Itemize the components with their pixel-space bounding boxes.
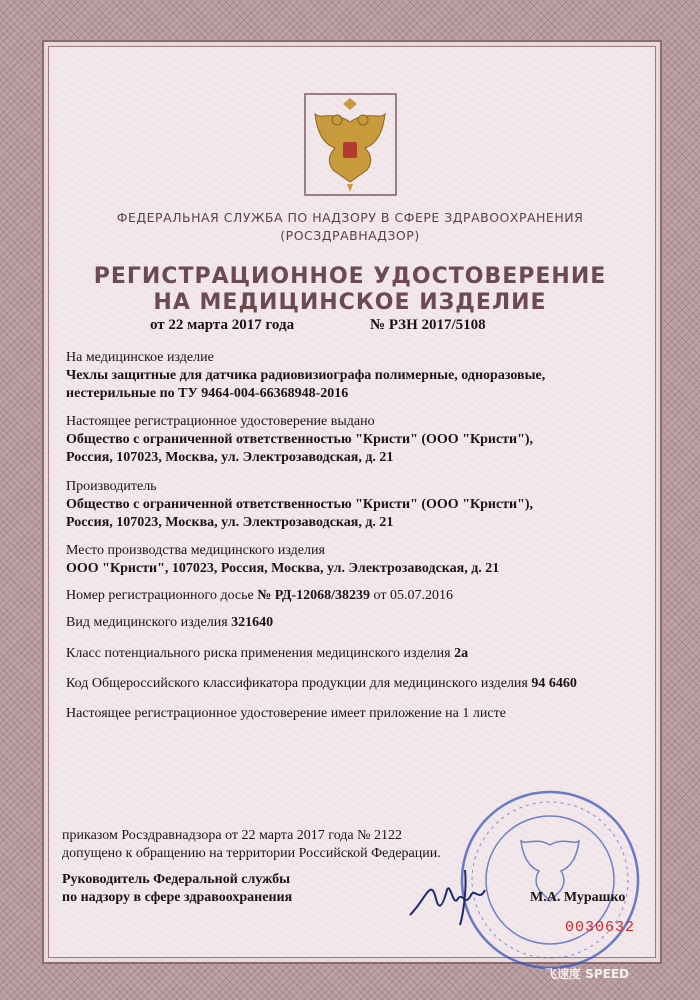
serial-number: 0030632 (565, 919, 636, 936)
order-reference: приказом Росздравнадзора от 22 марта 2017 года № 2122 (62, 828, 402, 843)
manufacturer-label: Производитель (66, 479, 157, 494)
risk-class-value: 2а (454, 646, 469, 661)
annex-note: Настоящее регистрационное удостоверение имеет приложение на 1 листе (66, 706, 506, 721)
issued-to-label: Настоящее регистрационное удостоверение выдано (66, 414, 375, 429)
head-title-line2: по надзору в сфере здравоохранения (62, 890, 293, 905)
dossier-date: от 05.07.2016 (373, 588, 453, 603)
device-kind-value: 321640 (231, 615, 274, 630)
production-place-label: Место производства медицинского изделия (66, 543, 325, 558)
registration-number: № РЗН 2017/5108 (370, 317, 486, 333)
coat-of-arms-icon (303, 92, 398, 197)
issued-to-line1: Общество с ограниченной ответственностью "Кристи" (ООО "Кристи"), (66, 432, 534, 447)
production-place-value: ООО "Кристи", 107023, Россия, Москва, ул. Электрозаводская, д. 21 (66, 561, 500, 576)
signer-name: М.А. Мурашко (530, 890, 626, 905)
okp-code-label: Код Общероссийского классификатора продукции для медицинского изделия (66, 676, 528, 691)
agency-name: ФЕДЕРАЛЬНАЯ СЛУЖБА ПО НАДЗОРУ В СФЕРЕ ЗДРАВООХРАНЕНИЯ (116, 210, 584, 225)
dossier-row (66, 588, 453, 604)
certificate-title-line1: РЕГИСТРАЦИОННОЕ УДОСТОВЕРЕНИЕ (93, 264, 607, 289)
risk-class-row (66, 646, 468, 662)
device-name-line1: Чехлы защитные для датчика радиовизиографа полимерные, одноразовые, (66, 368, 546, 383)
dossier-value: № РД-12068/38239 (257, 588, 371, 603)
okp-code-value: 94 6460 (531, 676, 577, 691)
agency-short-name: (РОСЗДРАВНАДЗОР) (280, 228, 420, 243)
device-kind-label: Вид медицинского изделия (66, 615, 228, 630)
manufacturer-line1: Общество с ограниченной ответственностью "Кристи" (ООО "Кристи"), (66, 497, 534, 512)
admitted-text: допущено к обращению на территории Российской Федерации. (62, 846, 441, 861)
okp-code-row (66, 676, 577, 692)
device-label: На медицинское изделие (66, 350, 214, 365)
risk-class-label: Класс потенциального риска применения медицинского изделия (66, 646, 451, 661)
device-name-line2: нестерильные по ТУ 9464-004-66368948-2016 (66, 386, 349, 401)
device-kind-row (66, 615, 273, 631)
head-title-line1: Руководитель Федеральной службы (62, 872, 291, 887)
watermark-logo: 飞速度 SPEED (545, 967, 629, 981)
certificate-title-line2: НА МЕДИЦИНСКОЕ ИЗДЕЛИЕ (153, 290, 547, 315)
manufacturer-line2: Россия, 107023, Москва, ул. Электрозаводская, д. 21 (66, 515, 394, 530)
signature-icon (405, 860, 515, 930)
issued-to-line2: Россия, 107023, Москва, ул. Электрозаводская, д. 21 (66, 450, 394, 465)
issue-date: от 22 марта 2017 года (150, 317, 295, 333)
dossier-label: Номер регистрационного досье (66, 588, 254, 603)
